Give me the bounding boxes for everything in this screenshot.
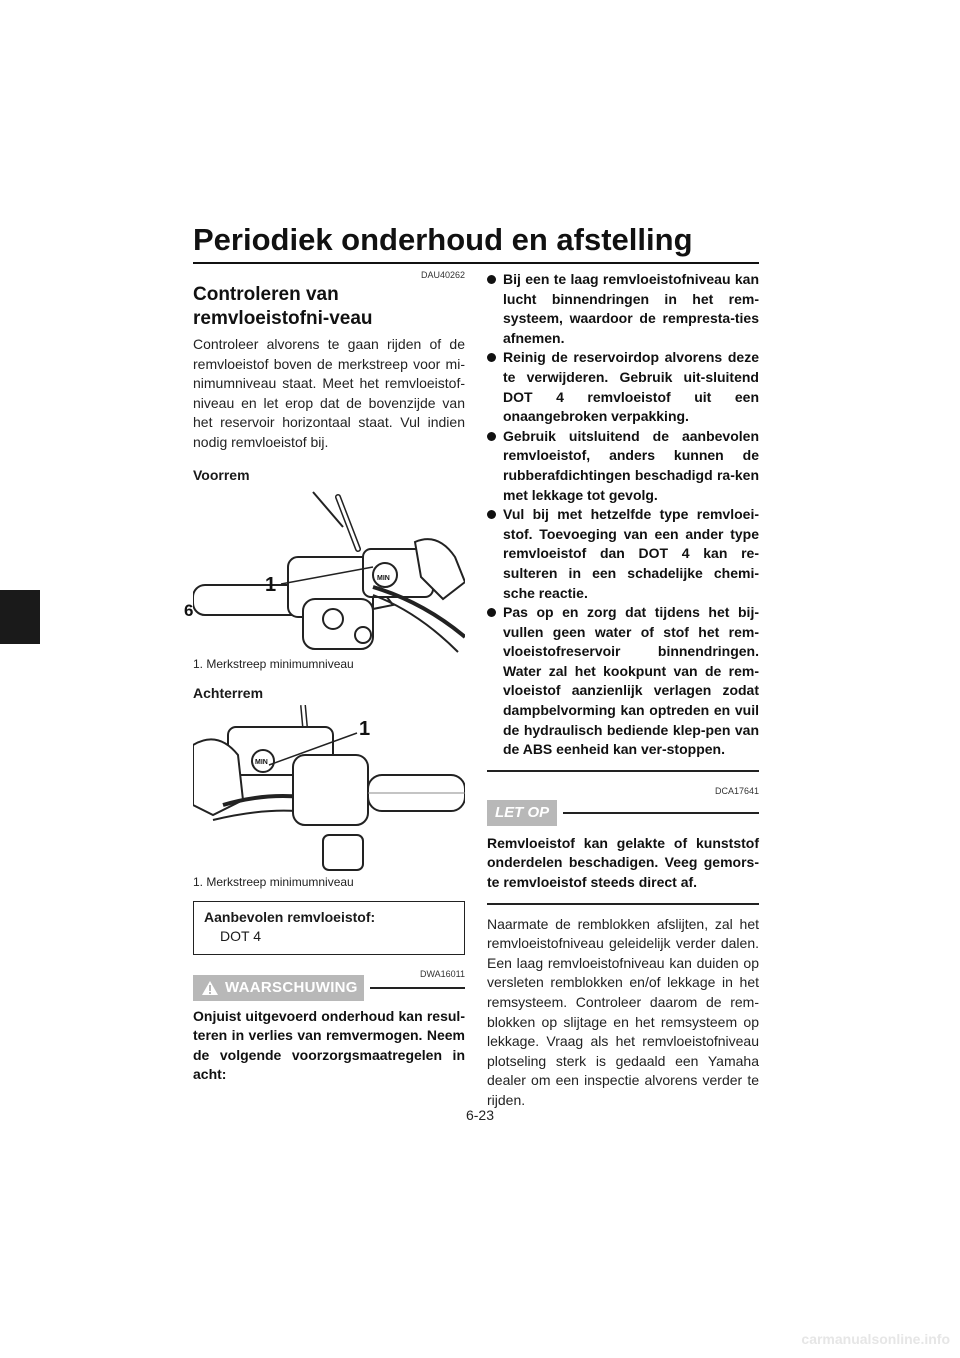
front-brake-heading: Voorrem	[193, 466, 250, 483]
list-item: Gebruik uitsluitend de aanbevolen remvloeistof, anders kunnen de rubberafdichtingen beschadigd ra-ken met lekkage tot gevolg.	[487, 427, 759, 505]
bullet-icon	[487, 432, 496, 441]
list-item: Vul bij met hetzelfde type remvloei-stof. Toevoeging van een ander type remvloeistof dan DOT 4 kan re-sulteren in een schadelijke chemi-sche reactie.	[487, 505, 759, 603]
warning-bullet-list	[487, 270, 759, 760]
warning-badge	[193, 975, 364, 1001]
front-callout-number: 1	[265, 573, 277, 596]
bullet-icon	[487, 353, 496, 362]
rear-brake-heading: Achterrem	[193, 684, 264, 701]
spec-box	[193, 901, 465, 955]
right-column	[487, 270, 759, 1111]
rear-min-mark: MIN	[255, 758, 268, 766]
front-min-mark: MIN	[377, 574, 390, 582]
footer-watermark: carmanualsonline.info	[801, 1331, 950, 1347]
section-code: DAU40262	[420, 270, 465, 280]
spec-value: DOT 4	[220, 927, 261, 944]
front-brake-illustration	[193, 487, 465, 655]
rear-brake-caption: 1. Merkstreep minimumniveau	[193, 874, 354, 889]
chapter-tab	[0, 590, 40, 644]
page-title: Periodiek onderhoud en afstelling	[193, 222, 693, 257]
warning-text: Onjuist uitgevoerd onderhoud kan resul-teren in verlies van remvermogen. Neem de volgende voorzorgsmaatregelen in acht:	[193, 1007, 465, 1083]
notice-code: DCA17641	[714, 785, 759, 796]
closing-paragraph: Naarmate de remblokken afslijten, zal het remvloeistofniveau geleidelijk verder dalen. Een laag remvloeistofniveau kan duiden op versleten remblokken en/of lekkage in het remsysteem. Controleer daarom de rem-blokken op slijtage en het remsysteem op lekkage. Vraag als het remvloeistofniveau plotseling sterk is gedaald een Yamaha dealer om een inspectie alvorens verder te rijden.	[487, 915, 759, 1108]
warning-rule	[370, 987, 465, 989]
bullet-icon	[487, 275, 496, 284]
warning-end-rule	[487, 770, 759, 772]
rear-brake-illustration	[193, 705, 465, 873]
warning-code: DWA16011	[419, 968, 465, 979]
rear-brake-figure	[193, 705, 465, 873]
front-brake-figure	[193, 487, 465, 655]
header-rule	[193, 262, 759, 264]
notice-end-rule	[487, 903, 759, 905]
left-column	[193, 270, 465, 1085]
page-number: 6-23	[465, 1107, 495, 1123]
rear-callout-number: 1	[359, 717, 371, 740]
intro-paragraph: Controleer alvorens te gaan rijden of de remvloeistof boven de merkstreep voor mi-nimumniveau staat. Meet het remvloeistof-niveau en let erop dat de bovenzijde van het reservoir horizontaal staat. Vul indien nodig remvloeistof bij.	[193, 336, 465, 450]
list-item: Bij een te laag remvloeistofniveau kan lucht binnendringen in het rem-systeem, waardoor de rempresta-ties afnemen.	[487, 270, 759, 348]
list-item: Reinig de reservoirdop alvorens deze te verwijderen. Gebruik uit-sluitend DOT 4 remvloeistof uit een onaangebroken verpakking.	[487, 348, 759, 426]
notice-rule	[563, 812, 759, 814]
warning-label: WAARSCHUWING	[225, 979, 358, 997]
notice-text: Remvloeistof kan gelakte of kunststof onderdelen beschadigen. Veeg gemors-te remvloeistof steeds direct af.	[487, 834, 759, 891]
section-title: Controleren van remvloeistofni-veau	[193, 284, 373, 329]
notice-header	[487, 800, 759, 826]
front-brake-caption: 1. Merkstreep minimumniveau	[193, 656, 354, 671]
bullet-icon	[487, 510, 496, 519]
list-item: Pas op en zorg dat tijdens het bij-vullen geen water of stof het rem-vloeistofreservoir binnendringen. Water zal het kookpunt van de rem-vloeistof aanzienlijk verlagen zodat dampbelvorming kan optreden en vuil de hydraulisch bediende klep-pen van de ABS eenheid kan ver-stoppen.	[487, 603, 759, 760]
spec-label: Aanbevolen remvloeistof:	[204, 908, 376, 925]
notice-badge: LET OP	[487, 800, 557, 826]
bullet-icon	[487, 608, 496, 617]
chapter-number: 6	[184, 601, 194, 620]
warning-triangle-icon	[201, 980, 219, 996]
